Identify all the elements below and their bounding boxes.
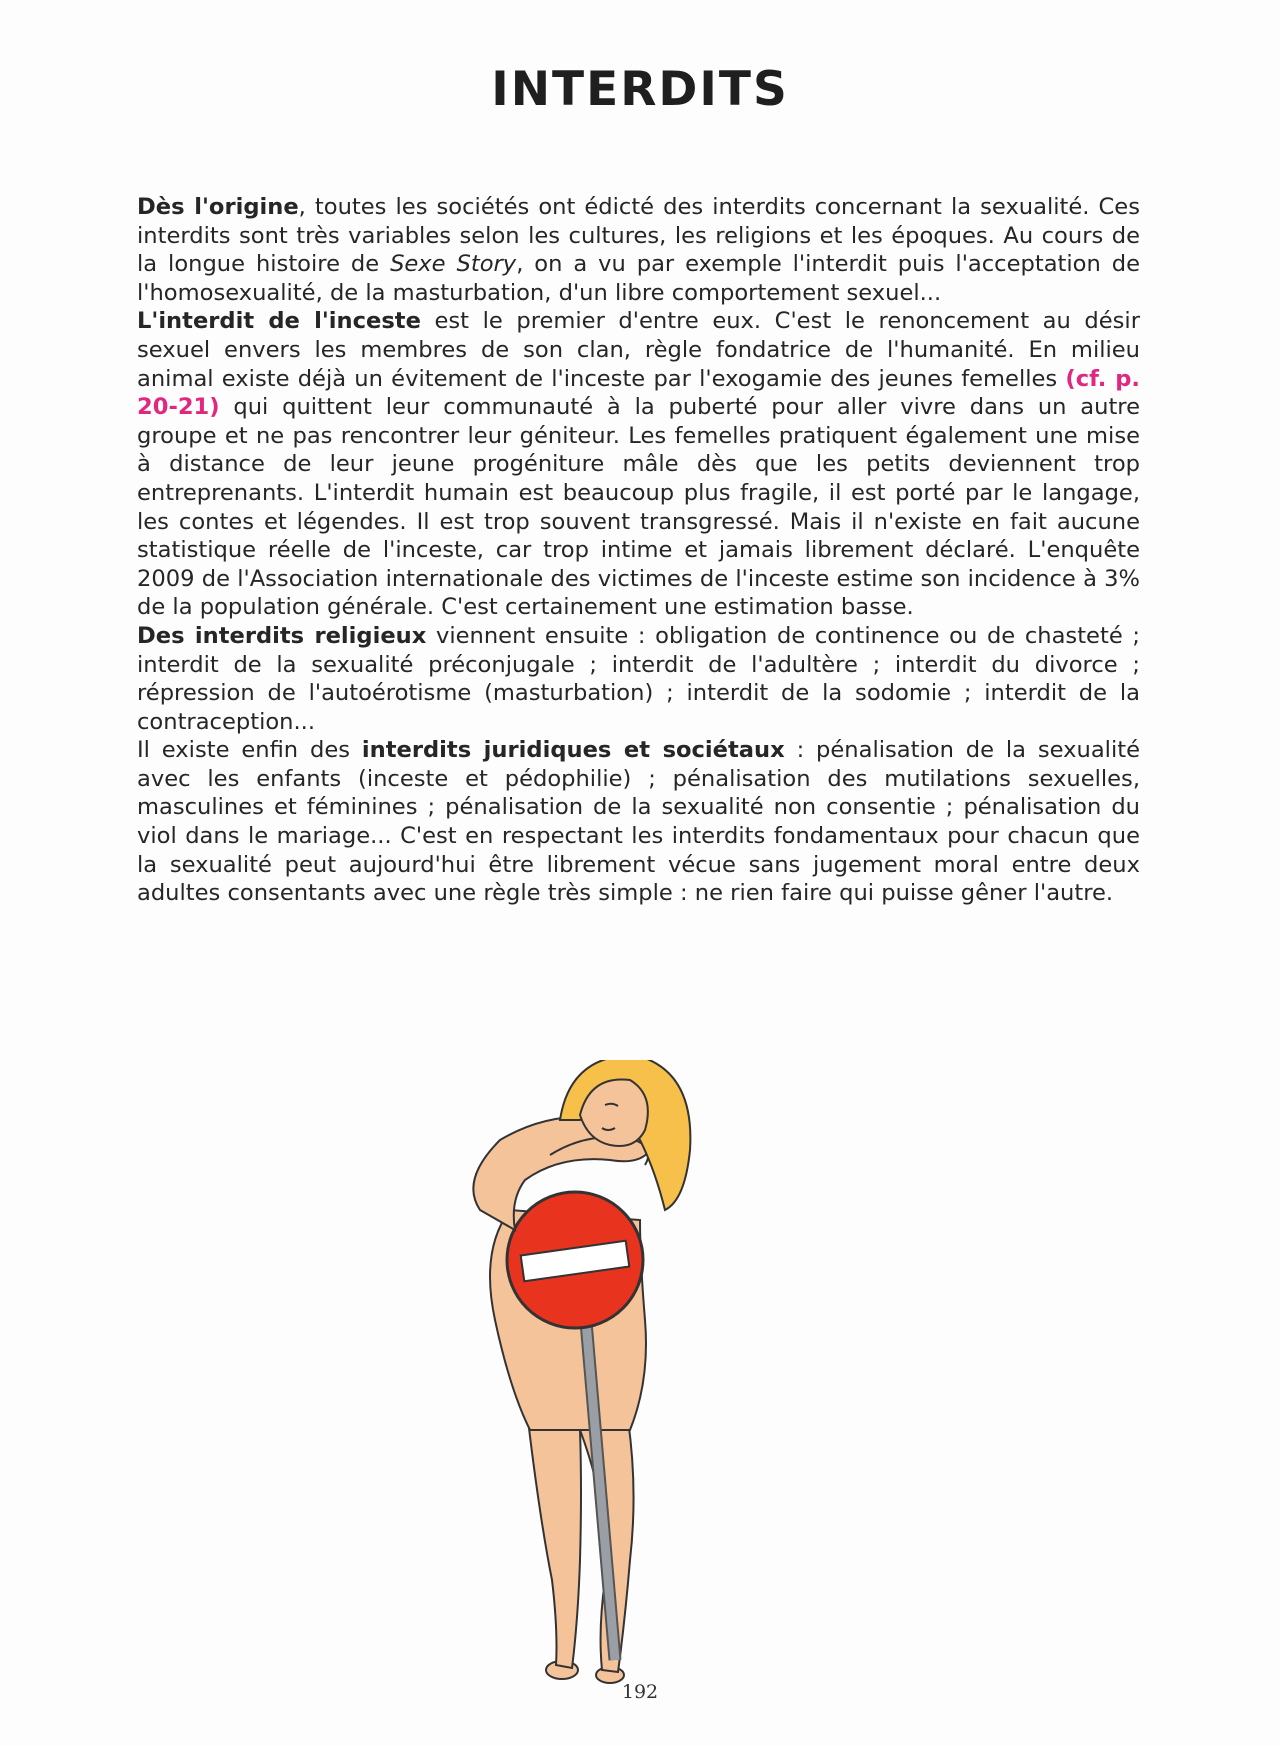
keyword: interdits juridiques et sociétaux [361,737,785,764]
illustration-no-entry-sign [440,1060,720,1700]
paragraph-religious: Des interdits religieux viennent ensuite : obligation de continence ou de chasteté ; interdit de la sexualité préconjugale ; interdit de l'adultère ; interdit du divorce ; répression de l'autoérotisme (masturbation) ; interdit de la sodomie ; interdit de la contraception... [137,622,1140,735]
keyword: Dès l'origine [137,194,299,220]
page-number: 192 [621,1681,659,1703]
keyword: Des interdits religieux [137,622,427,649]
woman-with-sign-drawing [440,1060,720,1700]
paragraph-origin: Dès l'origine, toutes les sociétés ont édicté des interdits concernant la sexualité. Ces interdits sont très variables selon les cultures, les religions et les époques. Au cours de la longue histoire de Sexe Story, on a vu par exemple l'interdit puis l'acceptation de l'homosexualité, de la masturbation, d'un libre comportement sexuel... [137,194,1140,306]
page-reference-link[interactable]: (cf. p. 20-21) [137,365,1140,421]
body-text [137,193,1140,908]
keyword: L'interdit de l'inceste [137,308,421,335]
paragraph-legal: Il existe enfin des interdits juridiques et sociétaux : pénalisation de la sexualité avec les enfants (inceste et pédophilie) ; pénalisation des mutilations sexuelles, masculines et féminines ; pénalisation de la sexualité non consentie ; pénalisation du viol dans le mariage... C'est en respectant les interdits fondamentaux pour chacun que la sexualité peut aujourd'hui être librement vécue sans jugement moral entre deux adultes consentants avec une règle très simple : ne rien faire qui puisse gêner l'autre. [137,737,1140,907]
page-title: INTERDITS [491,62,789,117]
paragraph-incest: L'interdit de l'inceste est le premier d'entre eux. C'est le renoncement au désir sexuel envers les membres de son clan, règle fondatrice de l'humanité. En milieu animal existe déjà un évitement de l'inceste par l'exogamie des jeunes femelles (cf. p. 20-21) qui quittent leur communauté à la puberté pour aller vivre dans un autre groupe et ne pas rencontrer leur géniteur. Les femelles pratiquent également une mise à distance de leur jeune progéniture mâle dès que les petits deviennent trop entreprenants. L'interdit humain est beaucoup plus fragile, il est porté par le langage, les contes et légendes. Il est trop souvent transgressé. Mais il n'existe en fait aucune statistique réelle de l'inceste, car trop intime et jamais librement déclaré. L'enquête 2009 de l'Association internationale des victimes de l'inceste estime son incidence à 3% de la population générale. C'est certainement une estimation basse. [137,308,1140,621]
book-title: Sexe Story [390,251,517,278]
